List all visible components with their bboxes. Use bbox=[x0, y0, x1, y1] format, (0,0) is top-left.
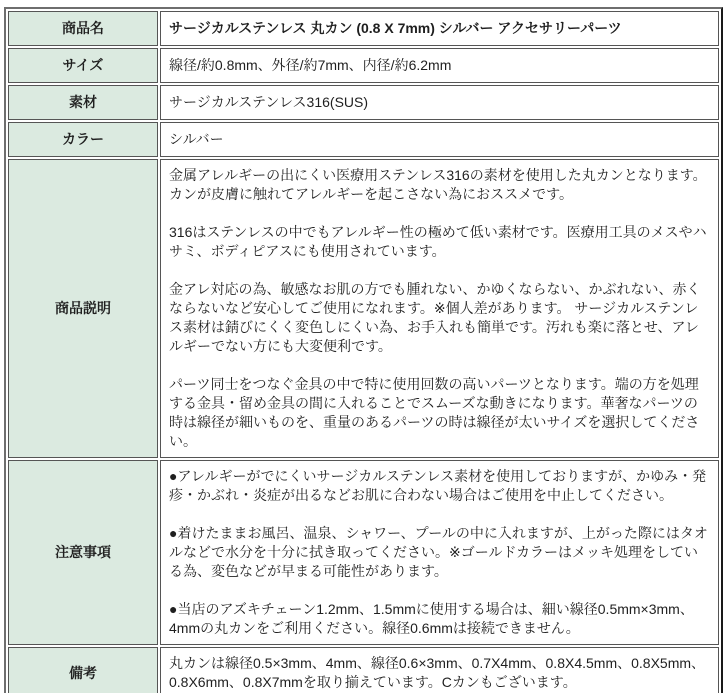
row-label: 備考 bbox=[8, 647, 158, 693]
row-label: カラー bbox=[8, 122, 158, 157]
value-paragraph: パーツ同士をつなぐ金具の中で特に使用回数の高いパーツとなります。端の方を処理する金具・留め金具の間に入れることでスムーズな動きになります。華奢なパーツの時は線径が細いものを、重量のあるパーツの時は線径が太いサイズを選択してください。 bbox=[169, 376, 700, 449]
value-paragraph: 線径/約0.8mm、外径/約7mm、内径/約6.2mm bbox=[169, 57, 452, 73]
value-paragraph: ●アレルギーがでにくいサージカルステンレス素材を使用しておりますが、かゆみ・発疹・かぶれ・炎症が出るなどお肌に合わない場合はご使用を中止してください。 bbox=[169, 468, 707, 503]
row-value bbox=[160, 48, 719, 83]
row-label: 商品説明 bbox=[8, 159, 158, 458]
row-value bbox=[160, 122, 719, 157]
table-row bbox=[8, 460, 719, 645]
row-label: 注意事項 bbox=[8, 460, 158, 645]
table-row bbox=[8, 122, 719, 157]
row-label: サイズ bbox=[8, 48, 158, 83]
row-value bbox=[160, 647, 719, 693]
row-value bbox=[160, 159, 719, 458]
row-value bbox=[160, 460, 719, 645]
row-value bbox=[160, 85, 719, 120]
value-paragraph: サージカルステンレス316(SUS) bbox=[169, 94, 369, 110]
value-paragraph: ●着けたままお風呂、温泉、シャワー、プールの中に入れますが、上がった際にはタオルなどで水分を十分に拭き取ってください。※ゴールドカラーはメッキ処理をしている為、変色などが早まる可能性があります。 bbox=[169, 525, 708, 579]
value-paragraph: 金属アレルギーの出にくい医療用ステンレス316の素材を使用した丸カンとなります。カンが皮膚に触れてアレルギーを起こさない為におススメです。 bbox=[169, 167, 707, 202]
table-row bbox=[8, 48, 719, 83]
row-label: 素材 bbox=[8, 85, 158, 120]
table-row bbox=[8, 159, 719, 458]
value-paragraph: シルバー bbox=[169, 131, 224, 147]
value-paragraph: 丸カンは線径0.5×3mm、4mm、線径0.6×3mm、0.7X4mm、0.8X4.5mm、0.8X5mm、0.8X6mm、0.8X7mmを取り揃えています。Cカンもございます。 bbox=[169, 655, 706, 690]
value-paragraph: サージカルステンレス 丸カン (0.8 X 7mm) シルバー アクセサリーパーツ bbox=[169, 20, 622, 36]
product-info-table bbox=[4, 7, 723, 693]
table-row bbox=[8, 647, 719, 693]
table-row bbox=[8, 85, 719, 120]
value-paragraph: 金アレ対応の為、敏感なお肌の方でも腫れない、かゆくならない、かぶれない、赤くならないなど安心してご使用になれます。※個人差があります。 サージカルステンレス素材は錆びにくく変色しにくい為、お手入れも簡単です。汚れも楽に落とせ、アレルギーでない方にも大変便利です。 bbox=[169, 281, 701, 354]
row-label: 商品名 bbox=[8, 11, 158, 46]
value-paragraph: 316はステンレスの中でもアレルギー性の極めて低い素材です。医療用工具のメスやハサミ、ボディピアスにも使用されています。 bbox=[169, 224, 707, 259]
product-table-body bbox=[8, 11, 719, 693]
value-paragraph: ●当店のアズキチェーン1.2mm、1.5mmに使用する場合は、細い線径0.5mm×3mm、4mmの丸カンをご利用ください。線径0.6mmは接続できません。 bbox=[169, 601, 694, 636]
table-row bbox=[8, 11, 719, 46]
row-value bbox=[160, 11, 719, 46]
